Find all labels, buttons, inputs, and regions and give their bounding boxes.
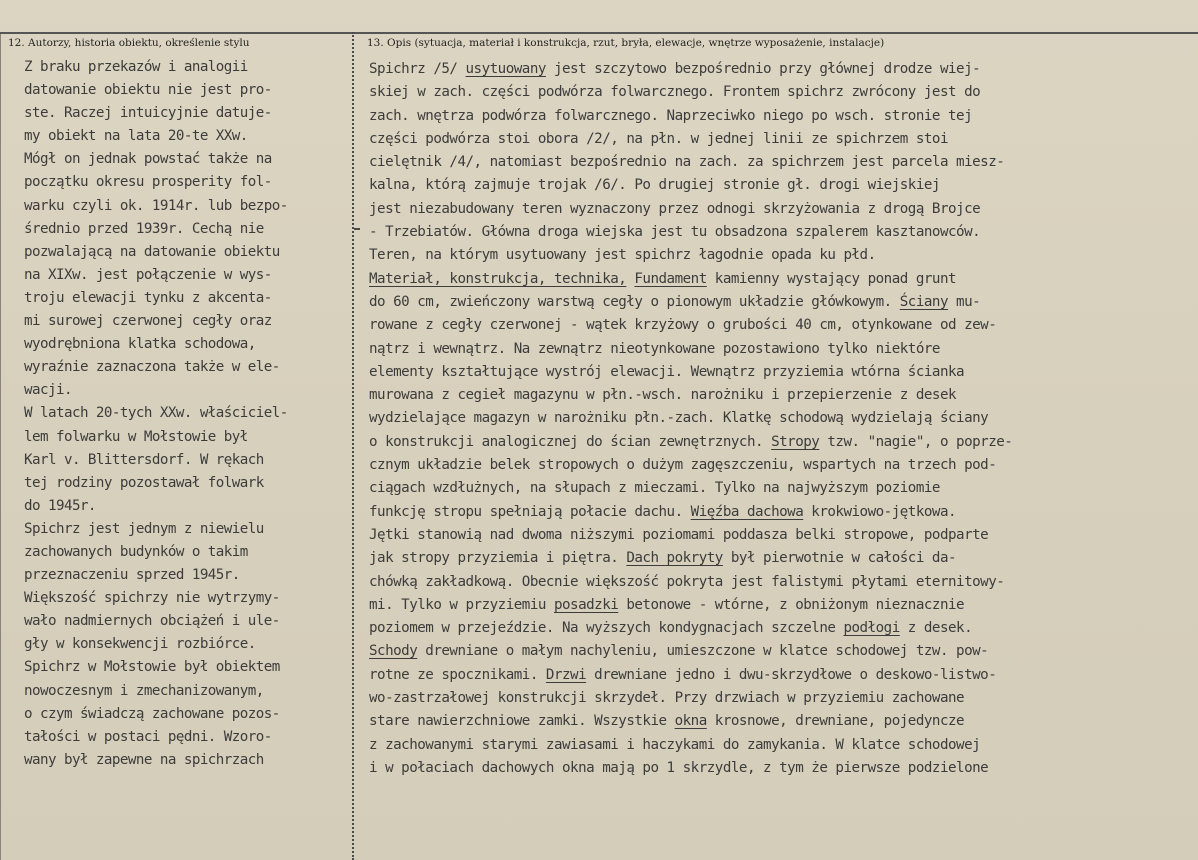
text-segment: cznym układzie belek stropowych o dużym zagęszczeniu, wspartych na trzech pod- xyxy=(369,457,997,474)
text-segment: mu- xyxy=(948,293,981,310)
description-text-line xyxy=(369,81,1195,104)
description-text-line xyxy=(369,361,1195,384)
underlined-term: usytuowany xyxy=(465,61,546,77)
underlined-term: Stropy xyxy=(771,433,820,450)
history-text-line: Spichrz w Mołstowie był obiektem xyxy=(24,659,280,676)
underlined-term: Schody xyxy=(369,643,418,660)
text-segment: jak stropy przyziemia i piętra. xyxy=(369,550,627,567)
text-segment: i w połaciach dachowych okna mają po 1 skrzydle, z tym że pierwsze podzielone xyxy=(369,759,989,776)
description-text-line xyxy=(369,314,1195,337)
history-text-line: średnio przed 1939r. Cechą nie xyxy=(24,220,264,237)
description-text-line xyxy=(369,710,1195,733)
text-segment: jest szczytowo bezpośrednio przy głównej drodze wiej- xyxy=(545,61,981,77)
history-text-line: Spichrz jest jednym z niewielu xyxy=(24,520,264,537)
text-segment: Jętki stanowią nad dwoma niższymi poziomami poddasza belki stropowe, podparte xyxy=(369,526,989,543)
description-text-line xyxy=(369,594,1195,617)
history-text-line: pozwalającą na datowanie obiektu xyxy=(24,243,280,260)
history-text-line: tałości w postaci pędni. Wzoro- xyxy=(24,728,272,745)
history-text-line: wało nadmiernych obciążeń i ule- xyxy=(24,613,280,630)
text-segment: funkcję stropu spełniają połacie dachu. xyxy=(369,503,691,520)
text-segment: chówką zakładkową. Obecnie większość pokryta jest falistymi płytami eternitowy- xyxy=(369,573,1005,590)
text-segment: zach. wnętrza podwórza folwarcznego. Naprzeciwko niego po wsch. stronie tej xyxy=(369,107,973,124)
description-text-line xyxy=(369,244,1195,267)
underlined-term: Więźba dachowa xyxy=(690,503,804,520)
description-text-line xyxy=(369,384,1195,407)
text-segment: - Trzebiatów. Główna droga wiejska jest tu obsadzona szpalerem kasztanowców. xyxy=(369,224,981,241)
text-segment: murowana z cegieł magazynu w płn.-wsch. narożniku i przepierzenie z desek xyxy=(369,387,957,404)
text-segment: krosnowe, drewniane, pojedyncze xyxy=(706,713,965,730)
text-segment: drewniane o małym nachyleniu, umieszczone w klatce schodowej tzw. pow- xyxy=(417,643,989,660)
column-divider xyxy=(352,32,356,860)
history-text-line: wacji. xyxy=(24,382,72,399)
divider-tick xyxy=(354,228,360,230)
history-text-line: Większość spichrzy nie wytrzymy- xyxy=(24,590,280,607)
text-segment: tzw. "nagie", o poprze- xyxy=(819,433,1013,450)
history-text-line: my obiekt na lata 20-te XXw. xyxy=(24,128,248,145)
history-text-line: mi surowej czerwonej cegły oraz xyxy=(24,313,272,330)
history-text-line: wany był zapewne na spichrzach xyxy=(24,751,264,768)
history-text-line: lem folwarku w Mołstowie był xyxy=(24,428,248,445)
text-segment: kamienny wystający ponad grunt xyxy=(706,270,957,287)
text-segment: z desek. xyxy=(899,620,973,637)
description-text-line xyxy=(369,221,1195,244)
history-text-line: zachowanych budynków o takim xyxy=(24,543,248,560)
history-text-line: Mógł on jednak powstać także na xyxy=(24,151,272,168)
underlined-term: podłogi xyxy=(843,620,900,637)
history-text-line: na XIXw. jest połączenie w wys- xyxy=(24,266,272,283)
left-margin-line xyxy=(0,32,11,860)
underlined-term: Materiał, konstrukcja, technika, xyxy=(369,270,627,287)
underlined-term: Fundament xyxy=(634,270,707,287)
text-segment: był pierwotnie w całości da- xyxy=(722,550,957,567)
underlined-term: okna xyxy=(674,713,707,730)
history-text-line: wyraźnie zaznaczona także w ele- xyxy=(24,359,280,376)
description-text-line xyxy=(369,198,1195,221)
history-text-line: ste. Raczej intuicyjnie datuje- xyxy=(24,105,272,122)
history-text-line: gły w konsekwencji rozbiórce. xyxy=(24,636,256,653)
text-segment: skiej w zach. części podwórza folwarcznego. Frontem spichrz zwrócony jest do xyxy=(369,84,981,101)
description-text-line xyxy=(369,151,1195,174)
text-segment: stare nawierzchniowe zamki. Wszystkie xyxy=(369,713,675,730)
text-segment: rotne ze spocznikami. xyxy=(369,666,546,683)
history-text-line: datowanie obiektu nie jest pro- xyxy=(24,82,272,99)
underlined-term: posadzki xyxy=(553,596,619,613)
description-text-line xyxy=(369,338,1195,361)
description-text-line xyxy=(369,174,1195,197)
description-text-line xyxy=(369,640,1195,663)
text-segment: jest niezabudowany teren wyznaczony przez odnogi skrzyżowania z drogą Brojce xyxy=(369,200,981,217)
history-text-line: wyodrębniona klatka schodowa, xyxy=(24,336,256,353)
description-text-line xyxy=(369,571,1195,594)
text-segment: wydzielające magazyn w narożniku płn.-zach. Klatkę schodową wydzielają ściany xyxy=(369,410,989,427)
description-text-line xyxy=(369,268,1195,291)
description-text-line xyxy=(369,501,1195,524)
text-segment: części podwórza stoi obora /2/, na płn. w jednej linii ze spichrzem stoi xyxy=(369,130,948,147)
text-segment: rowane z cegły czerwonej - wątek krzyżowy o grubości 40 cm, otynkowane od zew- xyxy=(369,317,997,334)
history-text-line: W latach 20-tych XXw. właściciel- xyxy=(24,405,288,422)
text-segment: betonowe - wtórne, z obniżonym nieznacznie xyxy=(618,596,965,613)
description-text-line xyxy=(369,105,1195,128)
history-text-line: Karl v. Blittersdorf. W rękach xyxy=(24,451,264,468)
history-text-line: warku czyli ok. 1914r. lub bezpo- xyxy=(24,197,288,214)
description-text-line xyxy=(369,524,1195,547)
text-segment: kalna, którą zajmuje trojak /6/. Po drugiej stronie gł. drogi wiejskiej xyxy=(369,177,940,194)
history-text-line: przeznaczeniu sprzed 1945r. xyxy=(24,567,240,584)
description-text-line xyxy=(369,547,1195,570)
underlined-term: Ściany xyxy=(899,293,948,310)
history-text-line: troju elewacji tynku z akcenta- xyxy=(24,289,272,306)
description-text-line xyxy=(369,454,1195,477)
text-segment: elementy kształtujące wystrój elewacji. Wewnątrz przyziemia wtórna ścianka xyxy=(369,363,965,380)
text-segment: nątrz i wewnątrz. Na zewnątrz nieotynkowane pozostawiono tylko niektóre xyxy=(369,340,940,357)
description-text-line xyxy=(369,664,1195,687)
history-text-line: Z braku przekazów i analogii xyxy=(24,59,248,75)
text-segment: o konstrukcji analogicznej do ścian zewnętrznych. xyxy=(369,433,772,450)
left-column-heading: 12. Autorzy, historia obiektu, określenie stylu xyxy=(8,37,250,49)
description-column xyxy=(369,58,1195,780)
description-text-line xyxy=(369,617,1195,640)
text-segment: drewniane jedno i dwu-skrzydłowe o deskowo-listwo- xyxy=(586,666,997,683)
text-segment: poziomem w przejeździe. Na wyższych kondygnacjach szczelne xyxy=(369,620,844,637)
description-text-line xyxy=(369,687,1195,710)
description-text-line xyxy=(369,757,1195,780)
right-column-heading: 13. Opis (sytuacja, materiał i konstrukcja, rzut, bryła, elewacje, wnętrze wyposażenie, instalacje) xyxy=(367,37,885,49)
history-text-line: o czym świadczą zachowane pozos- xyxy=(24,705,280,722)
history-text-line: nowoczesnym i zmechanizowanym, xyxy=(24,682,264,699)
history-text-line: do 1945r. xyxy=(24,497,96,514)
text-segment: Teren, na którym usytuowany jest spichrz łagodnie opada ku płd. xyxy=(369,247,876,264)
text-segment: ciągach wzdłużnych, na słupach z mieczami. Tylko na najwyższym poziomie xyxy=(369,480,940,497)
description-text-line xyxy=(369,734,1195,757)
description-text-line xyxy=(369,477,1195,500)
header-rule xyxy=(0,32,1198,34)
description-text-line xyxy=(369,291,1195,314)
history-text-line: tej rodziny pozostawał folwark xyxy=(24,474,264,491)
history-text-line: początku okresu prosperity fol- xyxy=(24,174,272,191)
text-segment: Spichrz /5/ xyxy=(369,61,466,77)
description-text-line xyxy=(369,58,1195,81)
text-segment: wo-zastrzałowej konstrukcji skrzydeł. Przy drzwiach w przyziemiu zachowane xyxy=(369,690,965,707)
description-text-line xyxy=(369,407,1195,430)
description-text-line xyxy=(369,431,1195,454)
text-segment: mi. Tylko w przyziemiu xyxy=(369,596,554,613)
text-segment: z zachowanymi starymi zawiasami i haczykami do zamykania. W klatce schodowej xyxy=(369,736,981,753)
text-segment: do 60 cm, zwieńczony warstwą cegły o pionowym układzie główkowym. xyxy=(369,293,900,310)
history-column xyxy=(24,56,352,772)
underlined-term: Dach pokryty xyxy=(626,550,723,567)
description-text-line xyxy=(369,128,1195,151)
underlined-term: Drzwi xyxy=(545,666,587,683)
text-segment: cielętnik /4/, natomiast bezpośrednio na zach. za spichrzem jest parcela miesz- xyxy=(369,154,1005,171)
text-segment: krokwiowo-jętkowa. xyxy=(803,503,957,520)
